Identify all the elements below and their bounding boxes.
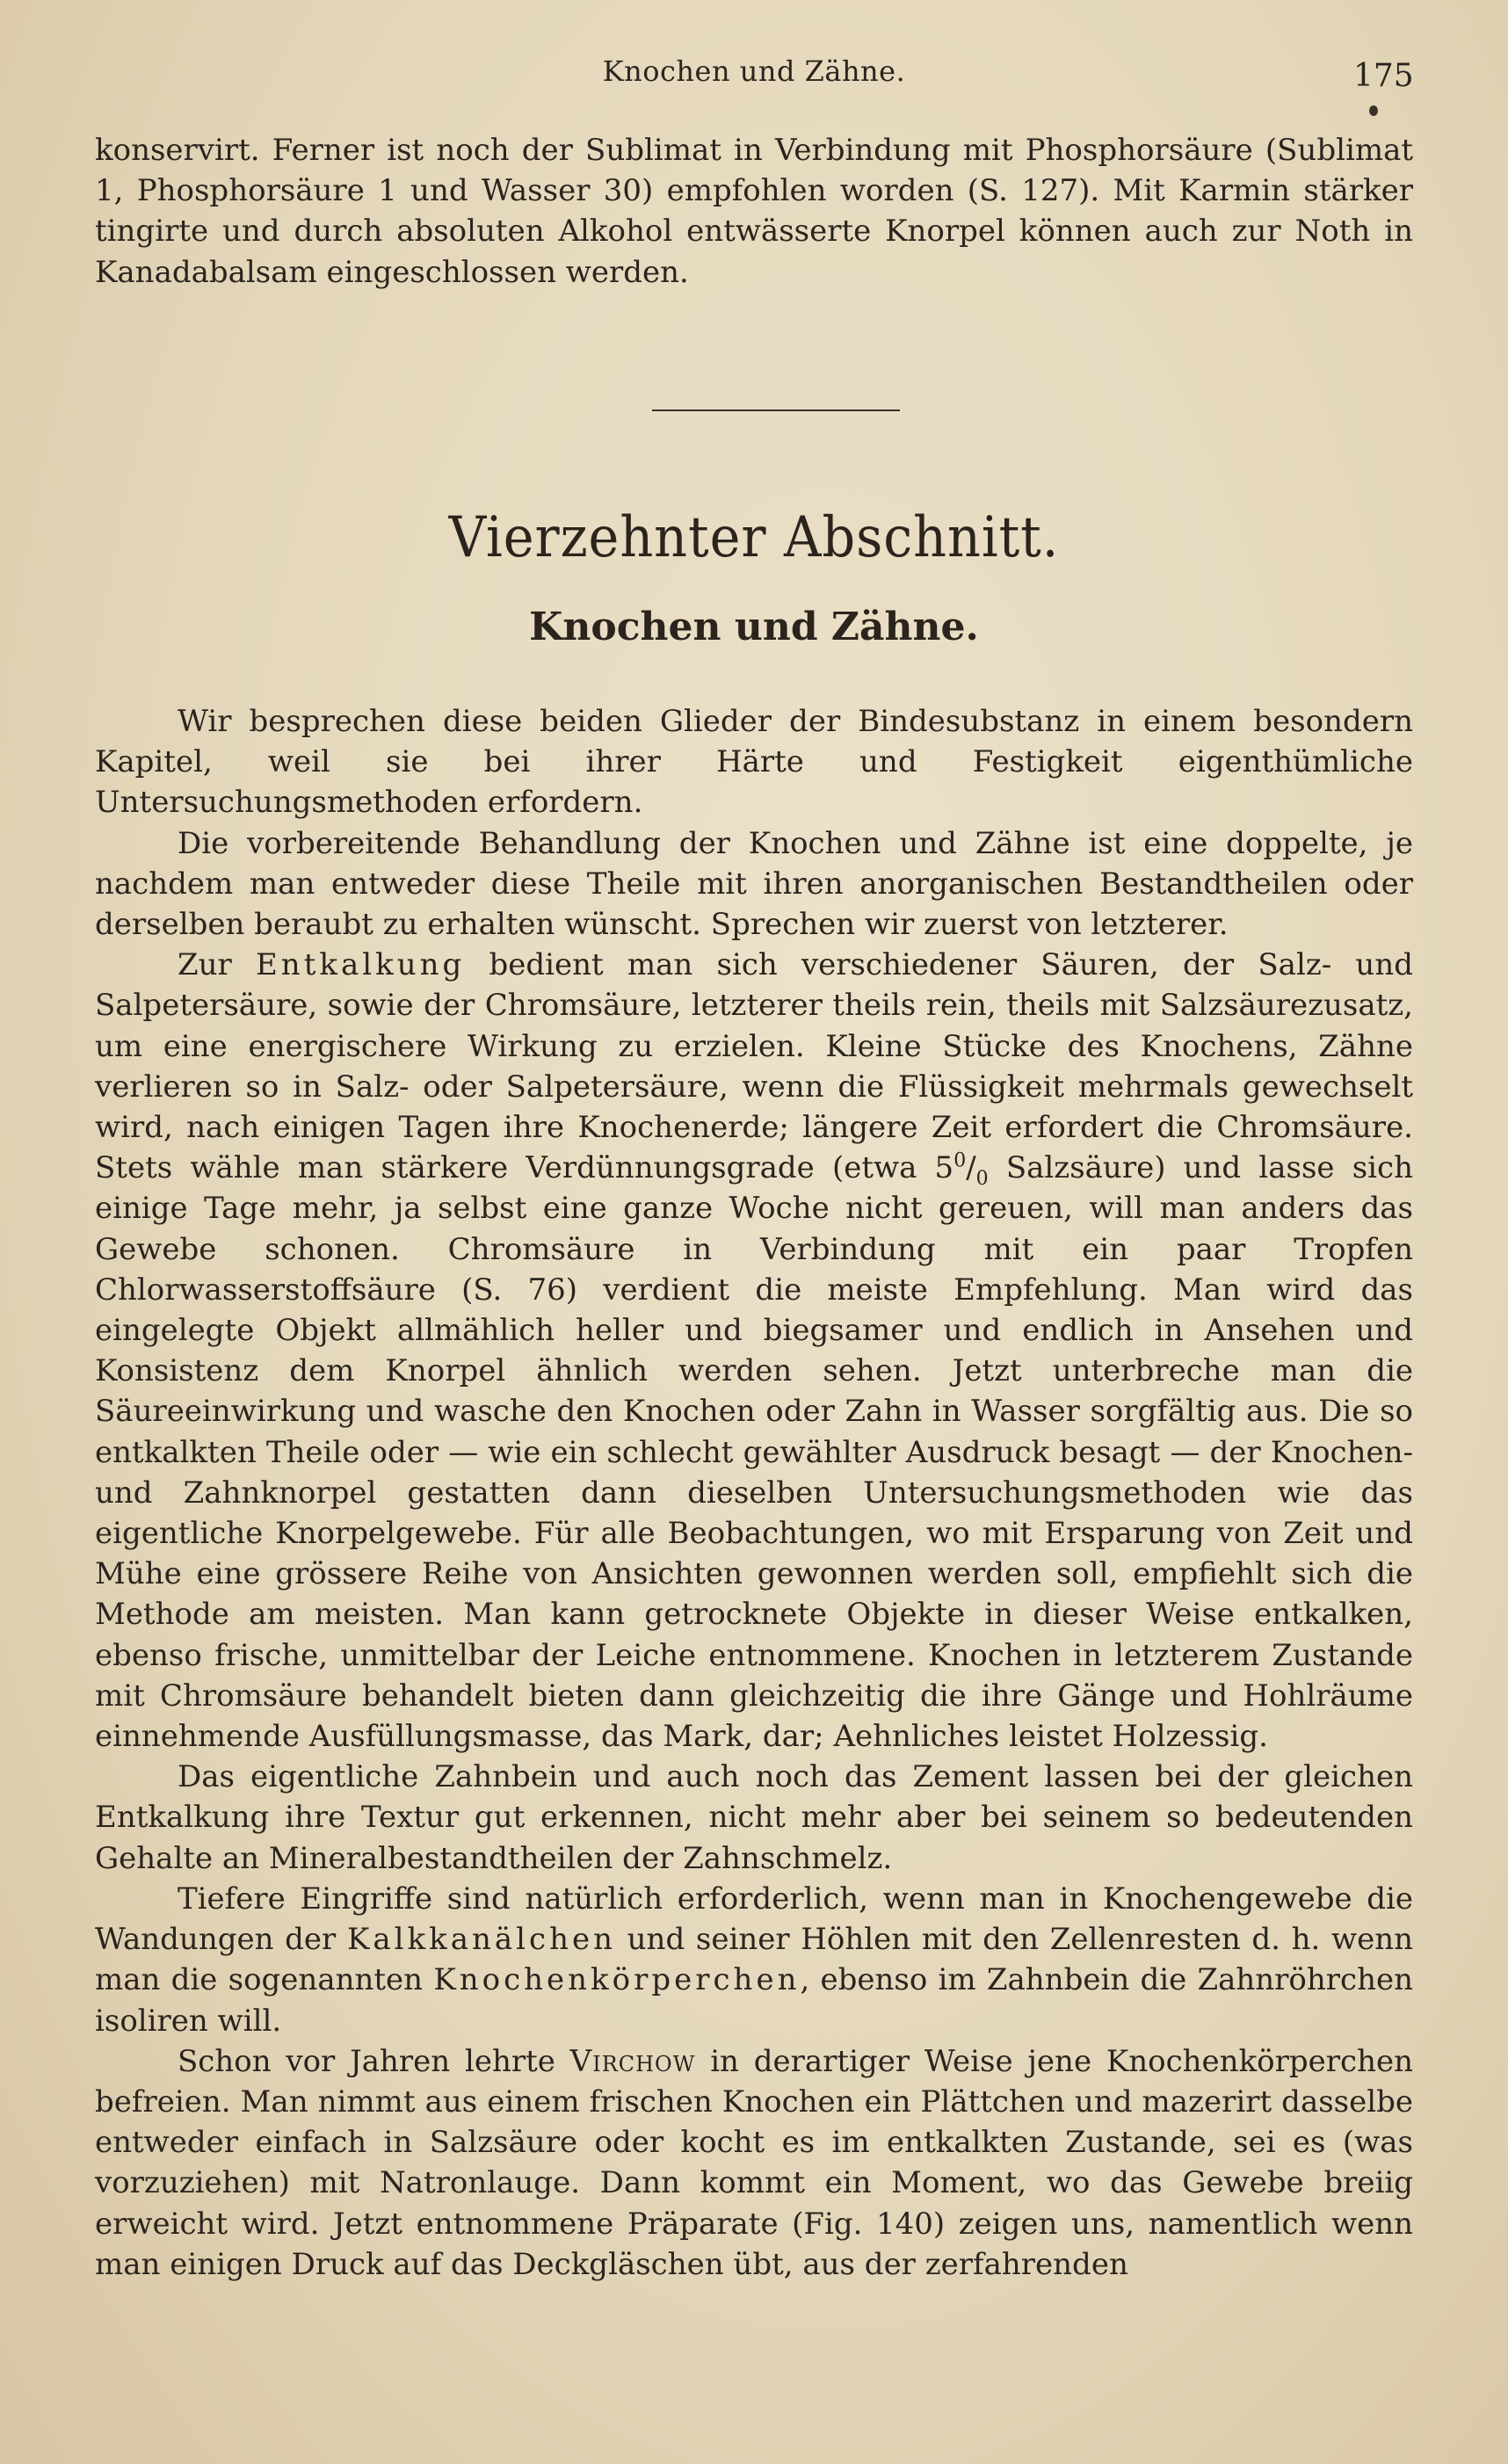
paragraph-1: Wir besprechen diese beiden Glieder der Bindesubstanz in einem besondern Kapitel, weil sie bei ihrer Härte und Festigkeit eigenthümliche Untersuchungsmethoden erfordern. [95, 704, 1413, 821]
paragraph-4: Das eigentliche Zahnbein und auch noch das Zement lassen bei der gleichen Entkalkung ihre Textur gut erkennen, nicht mehr aber bei seinem so bedeutenden Gehalte an Mineralbestandtheilen der Zahnschmelz. [95, 1759, 1413, 1876]
author-virchow: Virchow [569, 2043, 696, 2079]
body-text [95, 701, 1413, 2285]
term-entkalkung: Entkalkung [255, 947, 466, 983]
top-paragraph: konservirt. Ferner ist noch der Sublimat in Verbindung mit Phosphorsäure (Sublimat 1, Phosphorsäure 1 und Wasser 30) empfohlen worden (S. 127). Mit Karmin stärker tingirte und durch absoluten Alkohol entwässerte Knorpel können auch zur Noth in Kanadabalsam eingeschlossen werden. [95, 133, 1413, 290]
percent-sign [953, 1149, 989, 1191]
pct-sup: 0 [953, 1149, 967, 1172]
p6-pre: Schon vor Jahren lehrte [178, 2043, 570, 2079]
paragraph-6 [95, 2041, 1413, 2285]
top-paragraph-block [95, 130, 1413, 293]
section-divider [652, 409, 900, 411]
pct-sub: 0 [975, 1168, 989, 1191]
paragraph-3 [95, 945, 1413, 1757]
page-number: 175 [1353, 58, 1414, 94]
section-title: Vierzehnter Abschnitt. [448, 505, 1060, 570]
p3-pre: Zur [178, 947, 256, 983]
p5-pre: Tiefere Eingriffe sind natürlich erforderlich, wenn man in Knochengewebe die Wandungen der [95, 1881, 1413, 1958]
p5-post: , ebenso im Zahnbein die Zahnröhrchen isoliren will. [95, 1962, 1413, 2039]
p3-text-b: Salzsäure) und lasse sich einige Tage mehr, ja selbst eine ganze Woche nicht gereuen, will man anders das Gewebe schonen. Chromsäure in Verbindung mit ein paar Tropfen Chlorwasserstoffsäure (S. 76) verdient die meiste Empfehlung. Man wird das eingelegte Objekt allmählich heller und biegsamer und endlich in Ansehen und Konsistenz dem Knorpel ähnlich werden sehen. Jetzt unterbreche man die Säureeinwirkung und wasche den Knochen oder Zahn in Wasser sorgfältig aus. Die so entkalkten Theile oder — wie ein schlecht gewählter Ausdruck besagt — der Knochen- und Zahnknorpel gestatten dann dieselben Untersuchungsmethoden wie das eigentliche Knorpelgewebe. Für alle Beobachtungen, wo mit Ersparung von Zeit und Mühe eine grössere Reihe von Ansichten gewonnen werden soll, empfiehlt sich die Methode am meisten. Man kann getrocknete Objekte in dieser Weise entkalken, ebenso frische, unmittelbar der Leiche entnommene. Knochen in letzterem Zustande mit Chromsäure behandelt bieten dann gleichzeitig die ihre Gänge und Hohlräume einnehmende Ausfüllungsmasse, das Mark, dar; Aehnliches leistet Holzessig. [95, 1150, 1413, 1755]
paragraph-2: Die vorbereitende Behandlung der Knochen und Zähne ist eine doppelte, je nachdem man entweder diese Theile mit ihren anorganischen Bestandtheilen oder derselben beraubt zu erhalten wünscht. Sprechen wir zuerst von letzterer. [95, 825, 1413, 943]
p3-text-a: bedient man sich verschiedener Säuren, der Salz- und Salpetersäure, sowie der Chromsäure, letzterer theils rein, theils mit Salzsäurezusatz, um eine energischere Wirkung zu erzielen. Kleine Stücke des Knochens, Zähne verlieren so in Salz- oder Salpetersäure, wenn die Flüssigkeit mehrmals gewechselt wird, nach einigen Tagen ihre Knochenerde; längere Zeit erfordert die Chromsäure. Stets wähle man stärkere Verdünnungsgrade (etwa 5 [95, 947, 1413, 1186]
term-knochenkoerperchen: Knochenkörperchen [433, 1962, 801, 1998]
p5-mid: und seiner Höhlen mit den Zellenresten d. h. wenn man die sogenannten [95, 1922, 1413, 1998]
ink-speck [1369, 105, 1378, 116]
running-title: Knochen und Zähne. [602, 54, 906, 88]
chapter-title: Knochen und Zähne. [529, 605, 979, 649]
p6-post: in derartiger Weise jene Knochenkörperchen befreien. Man nimmt aus einem frischen Knochen ein Plättchen und mazerirt dasselbe entweder einfach in Salzsäure oder kocht es im entkalkten Zustande, sei es (was vorzuziehen) mit Natronlauge. Dann kommt ein Moment, wo das Gewebe breiig erweicht wird. Jetzt entnommene Präparate (Fig. 140) zeigen uns, namentlich wenn man einigen Druck auf das Deckgläschen übt, aus der zerfahrenden [95, 2043, 1413, 2282]
pct-slash: / [966, 1150, 976, 1186]
term-kalkkanaelchen: Kalkkanälchen [346, 1922, 616, 1958]
paragraph-5 [95, 1879, 1413, 2041]
